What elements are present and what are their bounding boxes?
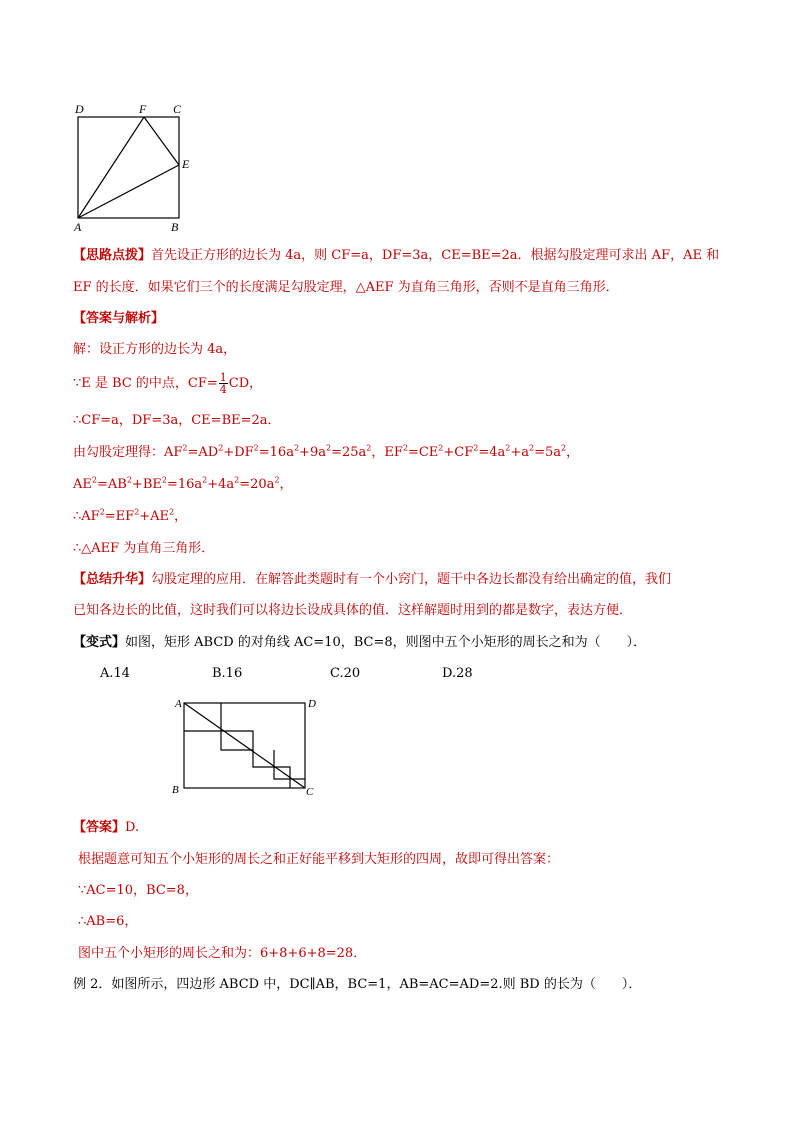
fraction-denominator: 4 (219, 383, 227, 396)
label-c2: C (306, 786, 314, 798)
hint-tag: 【思路点拨】 (73, 248, 152, 263)
summary-tag: 【总结升华】 (73, 572, 152, 587)
solution-text: CF= (187, 376, 218, 391)
option-d: D.28 (442, 666, 473, 681)
explain-line-4: 图中五个小矩形的周长之和为：6+8+6+8=28． (78, 946, 367, 961)
rectangle-figure (170, 695, 320, 800)
label-c: C (173, 102, 182, 116)
solution-line-6: $\therefore AF^2=EF^2+AE^2$， (73, 507, 188, 524)
explain-line-2: ∵AC=10，BC=8， (78, 883, 198, 898)
summary-line-1 (73, 572, 671, 588)
solution-text: CD， (228, 376, 263, 391)
variant-text: 如图，矩形 ABCD 的对角线 AC=10，BC=8，则图中五个小矩形的周长之和为（ ）． (125, 635, 647, 650)
option-a: A.14 (100, 666, 131, 681)
explain-line-1: 根据题意可知五个小矩形的周长之和正好能平移到大矩形的四周，故即可得出答案： (78, 852, 560, 867)
solution-text: ∵E 是 BC 的中点， (73, 376, 188, 391)
solution-line-4: 由勾股定理得：$AF^2=AD^2+DF^2=16a^2+9a^2=25a^2$，$EF^2=CE^2+CF^2=4a^2+a^2=5a^2$， (73, 443, 580, 460)
label-b2: B (172, 784, 179, 796)
fraction-numerator: 1 (219, 371, 227, 384)
summary-text: 勾股定理的应用．在解答此类题时有一个小窍门，题干中各边长都没有给出确定的值，我们 (151, 572, 672, 587)
label-a: A (74, 220, 82, 234)
variant-tag: 【变式】 (73, 635, 126, 650)
fraction (219, 372, 228, 395)
summary-line-2: 已知各边长的比值，这时我们可以将边长设成具体的值．这样解题时用到的都是数字，表达方便． (73, 603, 633, 618)
label-d2: D (308, 698, 316, 710)
hint-text: 首先设正方形的边长为 4a，则 CF=a，DF=3a，CE=BE=2a．根据勾股定理可求出 AF，AE 和 (151, 248, 720, 263)
option-b: B.16 (212, 666, 243, 681)
variant-question (73, 635, 646, 651)
answer-tag: 【答案】 (73, 820, 126, 835)
explain-line-3: ∴AB=6， (78, 914, 138, 929)
solution-line-1: 解：设正方形的边长为 4a， (73, 342, 237, 357)
solution-line-7: ∴△AEF 为直角三角形． (73, 541, 215, 556)
solution-line-5: $AE^2=AB^2+BE^2=16a^2+4a^2=20a^2$， (73, 475, 293, 492)
label-b: B (171, 220, 179, 234)
answer-value: D. (125, 820, 140, 835)
solution-line-3: ∴CF=a，DF=3a，CE=BE=2a． (73, 413, 281, 428)
label-a2: A (175, 698, 182, 710)
label-e: E (182, 157, 190, 171)
hint-line-1 (73, 248, 719, 264)
label-f: F (139, 102, 147, 116)
hint-line-2: EF 的长度．如果它们三个的长度满足勾股定理，△AEF 为直角三角形，否则不是直角三角形． (73, 280, 619, 295)
answer-heading: 【答案与解析】 (73, 311, 165, 326)
solution-line-2 (73, 372, 262, 395)
example-2-question: 例 2．如图所示，四边形 ABCD 中，DC∥AB，BC=1，AB=AC=AD=2.则 BD 的长为（ ）． (73, 977, 642, 992)
label-d: D (75, 102, 84, 116)
option-c: C.20 (330, 666, 361, 681)
answer-line (73, 820, 139, 836)
